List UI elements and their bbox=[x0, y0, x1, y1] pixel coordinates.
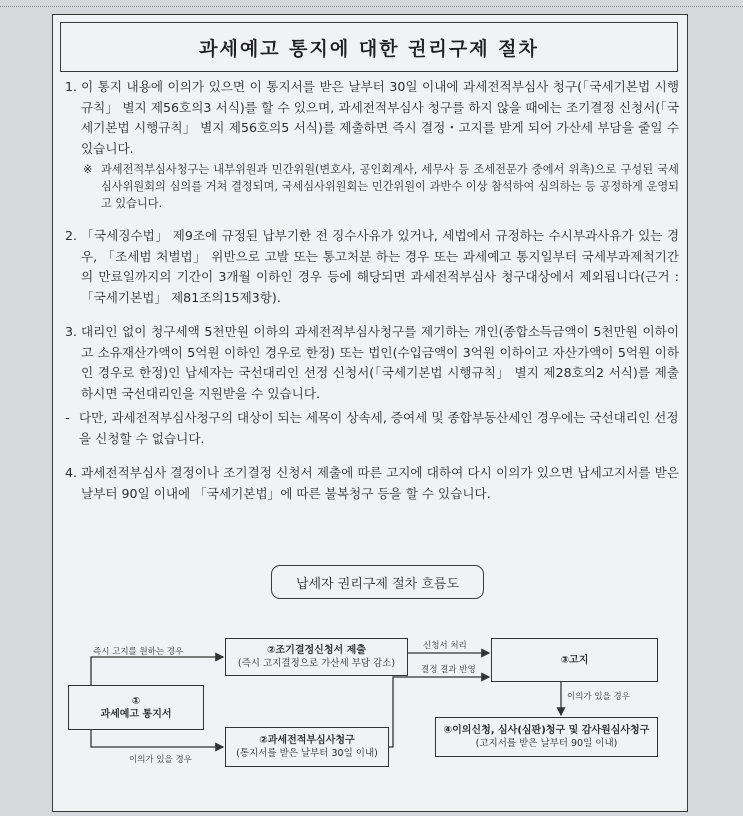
box-label: ③고지 bbox=[560, 654, 589, 666]
exception-text: 다만, 과세전적부심사청구의 대상이 되는 세목이 상속세, 증여세 및 종합부동산세인 경우에는 국선대리인 선정을 신청할 수 없습니다. bbox=[79, 410, 679, 446]
notice-sheet bbox=[52, 14, 688, 812]
item-number: 2. bbox=[65, 228, 78, 243]
item-text: 이 통지 내용에 이의가 있으면 이 통지서를 받은 날부터 30일 이내에 과세전적부심사 청구(「국세기본법 시행규칙」 별지 제56호의3 서식)를 할 수 있으며, 과세전적부심사 청구를 하지 않을 때에는 조기결정 신청서(「국세기본법 시행규칙」 별지 제56호의5 서식)를 제출하면 즉시 결정・고지를 받게 되어 가산세 부담을 줄일 수 있습니다. bbox=[81, 79, 679, 156]
item-number: 1. bbox=[65, 79, 78, 94]
dash-mark: - bbox=[65, 410, 70, 425]
page-edge-dotted-line bbox=[0, 6, 743, 7]
arrow-to-early-decision bbox=[91, 657, 223, 685]
flowchart-title-text: 납세자 권리구제 절차 흐름도 bbox=[295, 576, 460, 592]
label-immediate: 즉시 고지를 원하는 경우 bbox=[93, 647, 184, 657]
box-early-decision bbox=[225, 638, 408, 676]
note-mark: ※ bbox=[83, 163, 93, 176]
page-title: 과세예고 통지에 대한 권리구제 절차 bbox=[199, 37, 539, 60]
box-label: ④이의신청, 심사(심판)청구 및 감사원심사청구 bbox=[443, 725, 650, 736]
box-sub: (고지서를 받은 날부터 90일 이내) bbox=[475, 738, 618, 749]
note-text: 과세전적부심사청구는 내부위원과 민간위원(변호사, 공인회계사, 세무사 등 조세전문가 중에서 위촉)으로 구성된 국세심사위원회의 심의를 거쳐 결정되며, 국세심사위원회는 민간위원이 과반수 이상 참석하여 심의하는 등 공정하게 운영되고 있습니다. bbox=[101, 163, 679, 210]
box-number: ① bbox=[131, 695, 141, 707]
label-objection: 이의가 있을 경우 bbox=[129, 755, 192, 765]
label-decision-reflected: 결정 결과 반영 bbox=[421, 665, 476, 675]
item-text: 대리인 없이 청구세액 5천만원 이하의 과세전적부심사청구를 제기하는 개인(종합소득금액이 5천만원 이하이고 소유재산가액이 5억원 이하인 경우로 한정) 또는 법인(수입금액이 3억원 이하이고 자산가액이 5억원 이하인 경우로 한정)인 납세자는 국선대리인 선정 신청서(「국세기본법 시행규칙」 별지 제28호의2 서식)를 제출하시면 국선대리인을 지원받을 수 있습니다. bbox=[81, 324, 679, 401]
box-label: ②과세전적부심사청구 bbox=[259, 735, 355, 746]
item-text: 「국세징수법」 제9조에 규정된 납부기한 전 징수사유가 있거나, 세법에서 규정하는 수시부과사유가 있는 경우, 「조세범 처벌법」 위반으로 고발 또는 통고처분 하는 경우 또는 과세예고 통지일부터 국세부과제척기간의 만료일까지의 기간이 3개월 이하인 경우 등에 해당되면 과세전적부심사 청구대상에서 제외됩니다(근거 : 「국세기본법」 제81조의15제3항). bbox=[81, 228, 679, 305]
box-label: 과세예고 통지서 bbox=[100, 708, 172, 720]
box-sub: (통지서를 받은 날부터 30일 이내) bbox=[236, 748, 378, 759]
box-label: ②조기결정신청서 제출 bbox=[267, 645, 366, 656]
box-appeal bbox=[435, 717, 658, 757]
label-request-processed: 신청서 처리 bbox=[423, 641, 467, 651]
item-number: 4. bbox=[65, 465, 78, 480]
box-notice bbox=[491, 638, 658, 682]
arrow-to-pre-assessment bbox=[91, 730, 223, 747]
item-number: 3. bbox=[65, 324, 78, 339]
box-pre-assessment-review bbox=[225, 727, 389, 767]
item-text: 과세전적부심사 결정이나 조기결정 신청서 제출에 따른 고지에 대하여 다시 이의가 있으면 납세고지서를 받은 날부터 90일 이내에 「국세기본법」에 따른 불복청구 등을 할 수 있습니다. bbox=[81, 465, 679, 501]
label-objection-2: 이의가 있을 경우 bbox=[567, 692, 630, 702]
box-advance-notice bbox=[68, 685, 204, 730]
box-sub: (즉시 고지결정으로 가산세 부담 감소) bbox=[237, 658, 396, 669]
